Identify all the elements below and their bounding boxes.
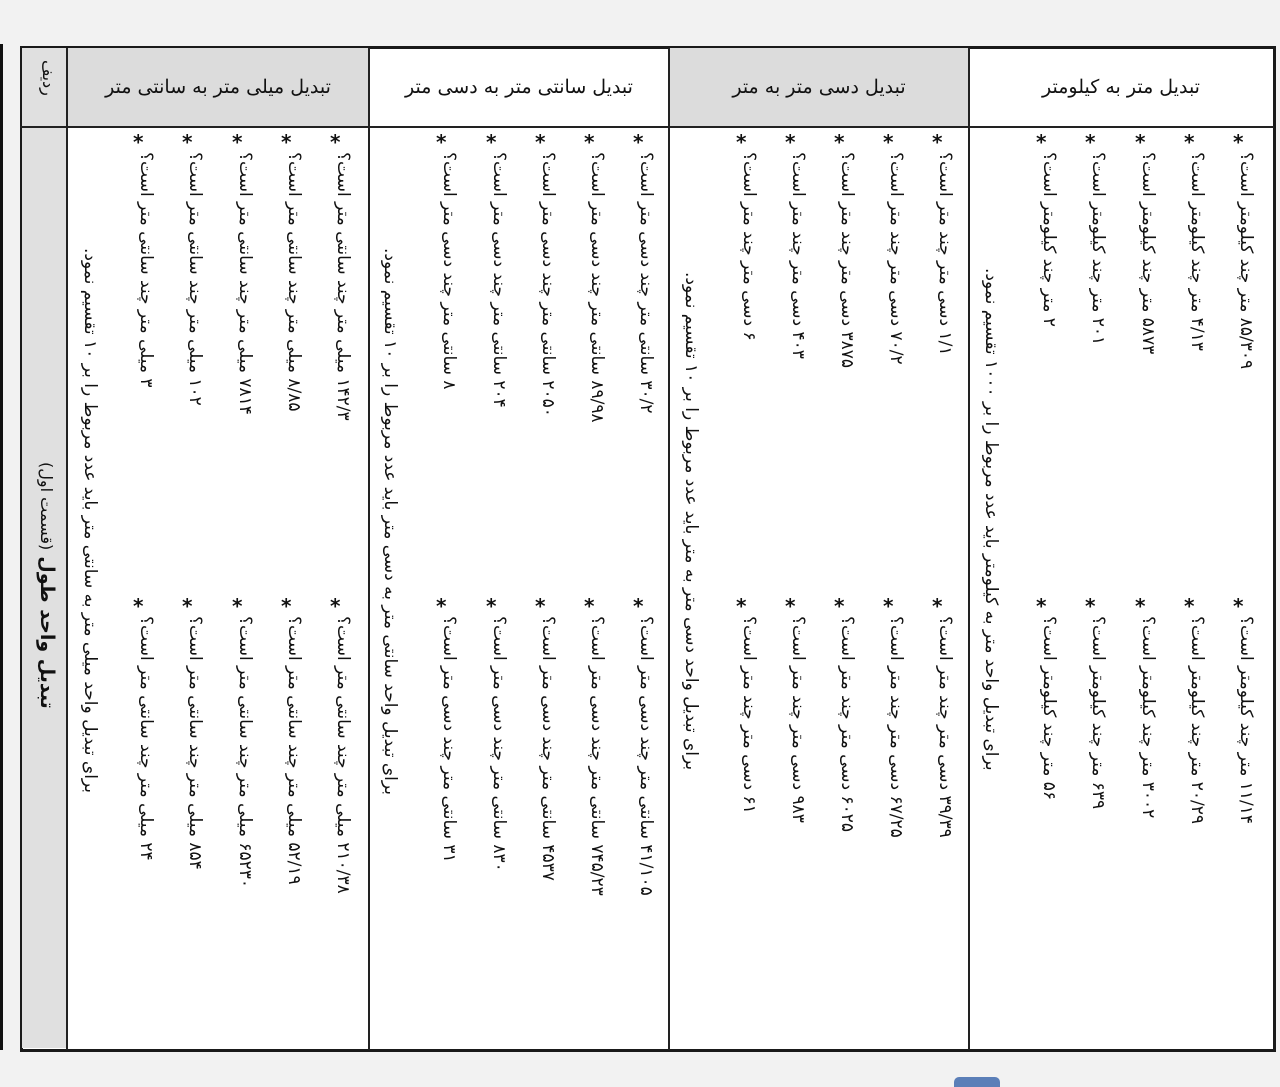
title-main: تبدیل واحد طول bbox=[36, 556, 58, 709]
question-bullet: * bbox=[1233, 130, 1244, 154]
question-item: ۵۶ متر چند کیلومتر است؟ bbox=[1039, 616, 1059, 800]
question-bullet: * bbox=[932, 594, 943, 618]
question-bullet: * bbox=[785, 594, 796, 618]
question-item: ۶۵۲۳۰ میلی متر چند سانتی متر است؟ bbox=[235, 616, 255, 889]
column-2-header-text: ﺗﺒﺪﯾﻞ ﺳﺎﻧﺘﯽ ﻣﺘﺮ ﺑﻪ دﺳﯽ ﻣﺘﺮ bbox=[405, 76, 633, 98]
question-bullet: * bbox=[1085, 130, 1096, 154]
column-2-header bbox=[370, 48, 668, 126]
question-item: ۴۵۳۷ سانتی متر چند دسی متر است؟ bbox=[538, 616, 558, 881]
question-bullet: * bbox=[834, 594, 845, 618]
question-bullet: * bbox=[486, 130, 497, 154]
question-bullet: * bbox=[436, 130, 447, 154]
question-item: ۸۹/۹۸ سانتی متر چند دسی متر است؟ bbox=[587, 152, 607, 423]
column-2-instruction: برای تبدیل واحد سانتی متر به دسی متر باید عدد مربوط را بر ۱۰ تقسیم نمود. bbox=[380, 248, 400, 795]
question-bullet: * bbox=[1085, 594, 1096, 618]
question-bullet: * bbox=[1135, 130, 1146, 154]
question-bullet: * bbox=[883, 130, 894, 154]
question-bullet: * bbox=[133, 594, 144, 618]
question-bullet: * bbox=[785, 130, 796, 154]
question-bullet: * bbox=[633, 130, 644, 154]
question-bullet: * bbox=[1036, 594, 1047, 618]
column-divider bbox=[368, 48, 370, 1050]
question-bullet: * bbox=[182, 130, 193, 154]
question-bullet: * bbox=[883, 594, 894, 618]
question-item: ۵۸۷۳ متر چند کیلومتر است؟ bbox=[1138, 152, 1158, 355]
question-item: ۸۵/۳۰۹ متر چند کیلومتر است؟ bbox=[1236, 152, 1256, 370]
question-item: ۳ میلی متر چند سانتی متر است؟ bbox=[136, 152, 156, 388]
question-bullet: * bbox=[736, 594, 747, 618]
question-bullet: * bbox=[1233, 594, 1244, 618]
question-bullet: * bbox=[133, 130, 144, 154]
page-edge-rule bbox=[0, 44, 3, 1050]
question-item: ۶۰۲۵ دسی متر چند متر است؟ bbox=[837, 616, 857, 833]
question-item: ۳۹/۳۹ دسی متر چند متر است؟ bbox=[935, 616, 955, 838]
question-bullet: * bbox=[281, 130, 292, 154]
question-item: ۸۵۴ میلی متر چند سانتی متر است؟ bbox=[185, 616, 205, 870]
column-divider bbox=[668, 48, 670, 1050]
column-4-instruction: برای تبدیل واحد متر به کیلومتر باید عدد مربوط را بر ۱۰۰۰ تقسیم نمود. bbox=[981, 268, 1001, 771]
question-item: ۱۰۲ میلی متر چند سانتی متر است؟ bbox=[185, 152, 205, 406]
question-bullet: * bbox=[1184, 130, 1195, 154]
question-item: ۸۳۰ سانتی متر چند دسی متر است؟ bbox=[489, 616, 509, 872]
question-item: ۴۰۳ دسی متر چند متر است؟ bbox=[788, 152, 808, 359]
question-item: ۸ سانتی متر چند دسی متر است؟ bbox=[439, 152, 459, 390]
question-bullet: * bbox=[584, 594, 595, 618]
question-item: ۷۸۱۴ میلی متر چند سانتی متر است؟ bbox=[235, 152, 255, 415]
question-item: ۲ متر چند کیلومتر است؟ bbox=[1039, 152, 1059, 327]
worksheet-title bbox=[36, 462, 58, 709]
question-bullet: * bbox=[436, 594, 447, 618]
question-item: ۲۰۱ متر چند کیلومتر است؟ bbox=[1088, 152, 1108, 346]
column-divider bbox=[968, 48, 970, 1050]
question-bullet: * bbox=[330, 130, 341, 154]
question-item: ۴/۱۳ متر چند کیلومتر است؟ bbox=[1187, 152, 1207, 351]
question-item: ۲۱۰/۳۸ میلی متر چند سانتی متر است؟ bbox=[333, 616, 353, 894]
question-bullet: * bbox=[535, 594, 546, 618]
question-bullet: * bbox=[736, 130, 747, 154]
column-3-header bbox=[670, 48, 968, 126]
question-bullet: * bbox=[182, 594, 193, 618]
question-bullet: * bbox=[486, 594, 497, 618]
question-bullet: * bbox=[1135, 594, 1146, 618]
question-item: ۶۱ دسی متر چند متر است؟ bbox=[739, 616, 759, 814]
question-bullet: * bbox=[584, 130, 595, 154]
question-bullet: * bbox=[281, 594, 292, 618]
question-bullet: * bbox=[330, 594, 341, 618]
question-item: ۶ دسی متر چند متر است؟ bbox=[739, 152, 759, 341]
question-item: ۲۰۵۰ سانتی متر چند دسی متر است؟ bbox=[538, 152, 558, 417]
question-item: ۱/۱ دسی متر چند متر است؟ bbox=[935, 152, 955, 356]
question-bullet: * bbox=[535, 130, 546, 154]
question-item: ۱۱/۱۴ متر چند کیلومتر است؟ bbox=[1236, 616, 1256, 824]
question-item: ۲۰/۲۹ متر چند کیلومتر است؟ bbox=[1187, 616, 1207, 824]
column-3-header-text: ﺗﺒﺪﯾﻞ دﺳﯽ ﻣﺘﺮ ﺑﻪ ﻣﺘﺮ bbox=[732, 76, 906, 98]
question-item: ۷۰/۲ دسی متر چند متر است؟ bbox=[886, 152, 906, 365]
question-item: ۲۰۴ سانتی متر چند دسی متر است؟ bbox=[489, 152, 509, 408]
question-bullet: * bbox=[1184, 594, 1195, 618]
column-3-instruction: برای تبدیل واحد دسی متر به متر باید عدد مربوط را بر ۱۰ تقسیم نمود. bbox=[681, 272, 701, 771]
question-item: ۶۷/۲۵ دسی متر چند متر است؟ bbox=[886, 616, 906, 838]
question-item: ۷۴۵/۲۳ سانتی متر چند دسی متر است؟ bbox=[587, 616, 607, 896]
question-item: ۹۸۳ دسی متر چند متر است؟ bbox=[788, 616, 808, 823]
question-bullet: * bbox=[232, 130, 243, 154]
question-item: ۳۱ سانتی متر چند دسی متر است؟ bbox=[439, 616, 459, 863]
question-bullet: * bbox=[232, 594, 243, 618]
question-item: ۸/۸۵ میلی متر چند سانتی متر است؟ bbox=[284, 152, 304, 412]
question-item: ۲۴ میلی متر چند سانتی متر است؟ bbox=[136, 616, 156, 861]
question-item: ۴۱/۱۰۵ سانتی متر چند دسی متر است؟ bbox=[636, 616, 656, 896]
header-divider bbox=[20, 126, 1274, 128]
question-item: ۵۲/۱۹ میلی متر چند سانتی متر است؟ bbox=[284, 616, 304, 885]
question-item: ۳۸۷۵ دسی متر چند متر است؟ bbox=[837, 152, 857, 369]
question-bullet: * bbox=[1036, 130, 1047, 154]
question-item: ۳۰۰۲ متر چند کیلومتر است؟ bbox=[1138, 616, 1158, 819]
question-bullet: * bbox=[633, 594, 644, 618]
column-4-header bbox=[970, 48, 1272, 126]
column-1-header-text: ﺗﺒﺪﯾﻞ ﻣﯿﻠﯽ ﻣﺘﺮ ﺑﻪ ﺳﺎﻧﺘﯽ ﻣﺘﺮ bbox=[105, 76, 331, 98]
question-item: ۶۳۹ متر چند کیلومتر است؟ bbox=[1088, 616, 1108, 810]
title-sub: (قسمت اول) bbox=[37, 462, 56, 551]
column-1-instruction: برای تبدیل واحد میلی متر به سانتی متر باید عدد مربوط را بر ۱۰ تقسیم نمود. bbox=[80, 248, 100, 794]
floating-tab[interactable] bbox=[954, 1077, 1000, 1087]
column-4-header-text: ﺗﺒﺪﯾﻞ ﻣﺘﺮ ﺑﻪ ﮐﯿﻠﻮﻣﺘﺮ bbox=[1042, 76, 1200, 98]
radif-label: ردیف bbox=[39, 60, 58, 96]
question-item: ۱۴۲/۳ میلی متر چند سانتی متر است؟ bbox=[333, 152, 353, 421]
question-bullet: * bbox=[834, 130, 845, 154]
question-bullet: * bbox=[932, 130, 943, 154]
column-1-header bbox=[68, 48, 368, 126]
column-divider bbox=[66, 48, 68, 1050]
question-item: ۳۰/۲ سانتی متر چند دسی متر است؟ bbox=[636, 152, 656, 414]
